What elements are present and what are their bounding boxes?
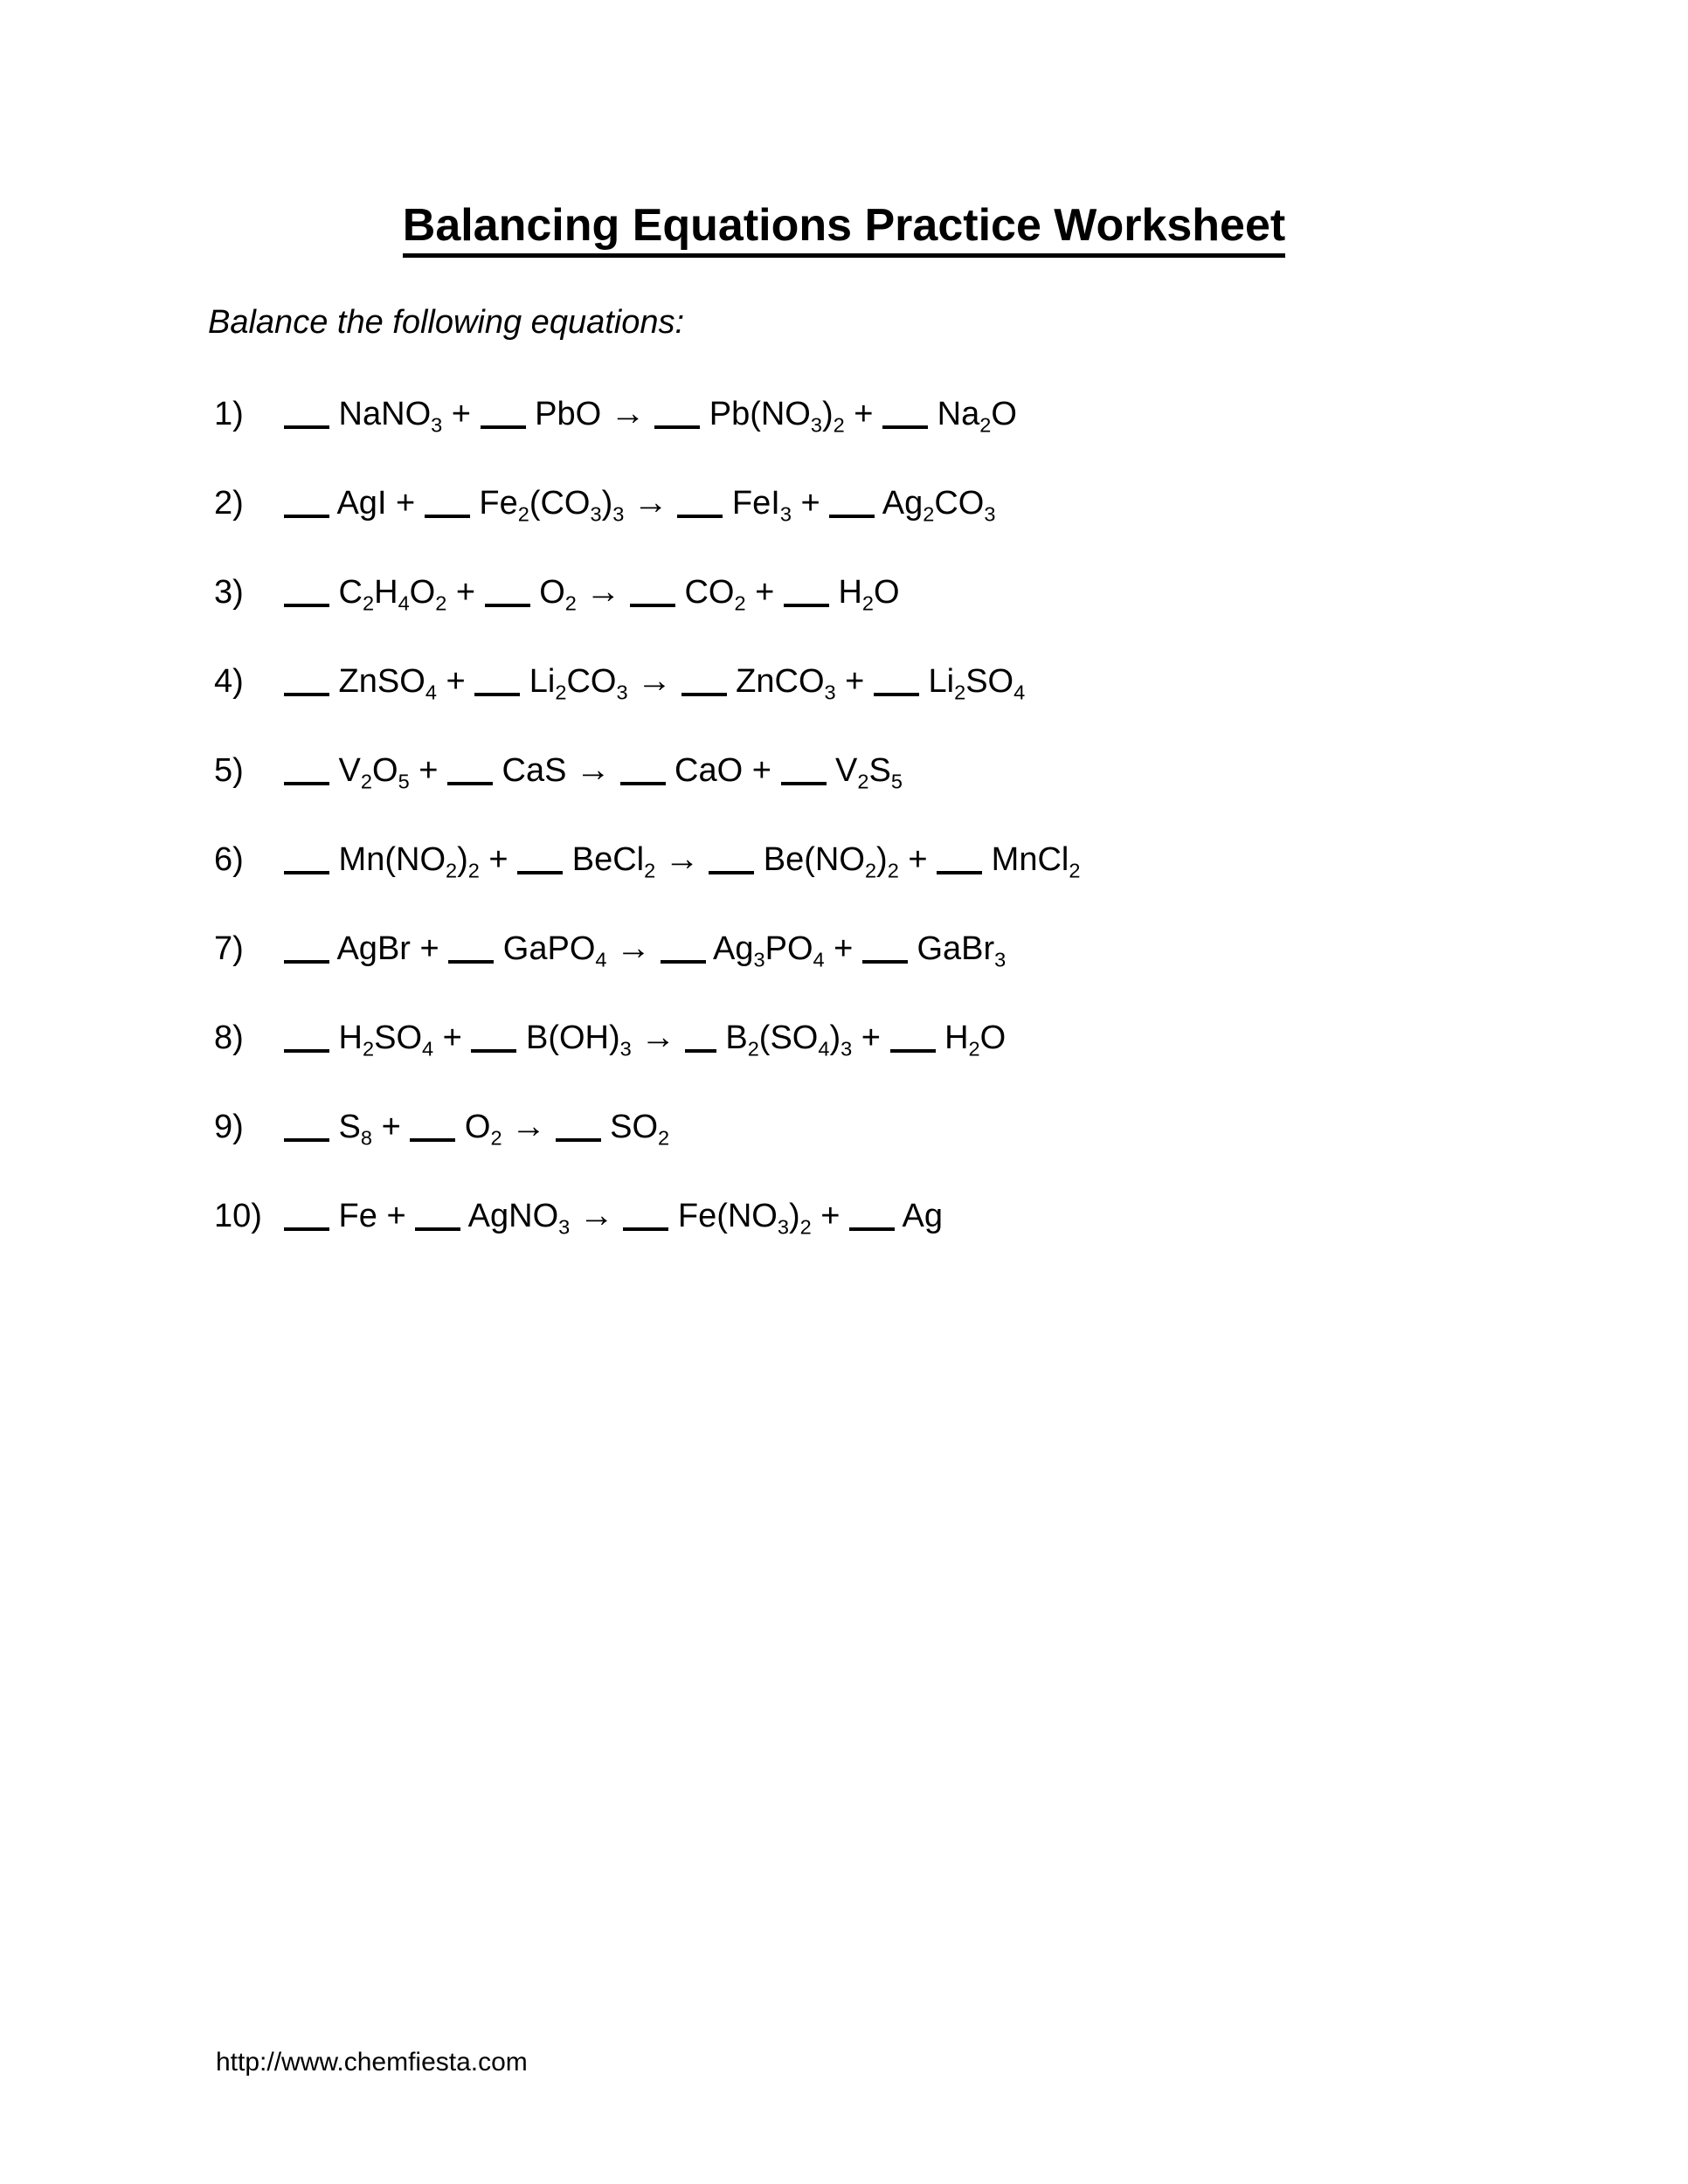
answer-blank: [784, 604, 829, 607]
answer-blank: [661, 960, 706, 964]
arrow-icon: →: [610, 394, 646, 432]
answer-blank: [556, 1138, 601, 1142]
answer-blank: [284, 515, 329, 518]
arrow-icon: →: [576, 750, 611, 789]
equation-text: AgBr + GaPO$_4$ → $Ag_3PO_4$ + GaBr$_3$: [284, 930, 1006, 967]
answer-blank: [284, 1227, 329, 1231]
answer-blank: [882, 425, 928, 429]
answer-blank: [829, 515, 875, 518]
answer-blank: [709, 871, 754, 874]
answer-blank: [448, 960, 494, 964]
answer-blank: [284, 693, 329, 696]
answer-blank: [681, 693, 727, 696]
equation-row: [214, 1196, 1636, 1239]
answer-blank: [862, 960, 908, 964]
page-title-text: Balancing Equations Practice Worksheet: [403, 200, 1285, 258]
equation-text: NaNO$_3$ + PbO → $Pb(NO_3)_2 + Na_2O$: [284, 395, 1017, 432]
equation-row: [214, 483, 1636, 526]
equation-number: 7): [214, 930, 244, 967]
equation-text: $S_8 + O_2 \to SO_2$: [284, 1108, 669, 1145]
equation-row: [214, 572, 1636, 615]
answer-blank: [654, 425, 700, 429]
equation-number: 9): [214, 1109, 244, 1145]
arrow-icon: →: [578, 1196, 614, 1234]
equation-text: ZnSO$_4$ + $Li_2CO_3$ → ZnCO$_3$ + $Li_2SO_4$: [284, 662, 1025, 700]
answer-blank: [517, 871, 563, 874]
equation-number: 10): [214, 1198, 262, 1234]
equation-text: Fe + AgNO$_3$ → $Fe(NO_3)_2 + Ag$: [284, 1197, 943, 1234]
arrow-icon: →: [511, 1107, 547, 1145]
answer-blank: [284, 425, 329, 429]
page-title: [0, 199, 1688, 252]
arrow-icon: →: [633, 483, 668, 522]
instructions-text: Balance the following equations:: [208, 304, 685, 341]
equation-number: 1): [214, 396, 244, 432]
equation-row: [214, 840, 1636, 882]
equation-number: 3): [214, 574, 244, 611]
equation-text: AgI + $Fe_2(CO_3)_3 \to FeI_3 + Ag_2CO_3$: [284, 484, 995, 522]
footer-url-link[interactable]: http://www.chemfiesta.com: [216, 2048, 528, 2077]
equation-list: [214, 395, 1636, 1286]
answer-blank: [937, 871, 982, 874]
answer-blank: [849, 1227, 895, 1231]
equation-row: [214, 661, 1636, 704]
arrow-icon: →: [640, 1018, 676, 1056]
answer-blank: [284, 782, 329, 785]
answer-blank: [474, 693, 520, 696]
answer-blank: [284, 1049, 329, 1053]
answer-blank: [677, 515, 723, 518]
answer-blank: [485, 604, 530, 607]
answer-blank: [284, 604, 329, 607]
answer-blank: [471, 1049, 516, 1053]
equation-number: 2): [214, 485, 244, 522]
equation-row: [214, 750, 1636, 793]
equation-text: $Mn(NO_2)_2$ + BeCl$_2$ → $Be(NO_2)_2$ + MnCl$_2$: [284, 840, 1080, 878]
answer-blank: [425, 515, 470, 518]
arrow-icon: →: [616, 929, 651, 967]
answer-blank: [890, 1049, 936, 1053]
equation-number: 5): [214, 752, 244, 789]
arrow-icon: →: [664, 840, 700, 878]
equation-row: [214, 1018, 1636, 1061]
answer-blank: [284, 960, 329, 964]
answer-blank: [481, 425, 526, 429]
arrow-icon: →: [637, 661, 673, 700]
equation-number: 8): [214, 1019, 244, 1056]
equation-number: 4): [214, 663, 244, 700]
equation-text: $C_2H_4O_2 + O_2 \to CO_2 + H_2O$: [284, 573, 900, 611]
answer-blank: [415, 1227, 460, 1231]
answer-blank: [685, 1049, 716, 1053]
answer-blank: [410, 1138, 455, 1142]
answer-blank: [284, 871, 329, 874]
arrow-icon: →: [585, 572, 621, 611]
answer-blank: [284, 1138, 329, 1142]
equation-text: $H_2SO_4 + B(OH)_3 \to B_2(SO_4)_3 + H_2O$: [284, 1019, 1006, 1056]
answer-blank: [620, 782, 666, 785]
equation-text: $V_2O_5$ + CaS → CaO + $V_2S_5$: [284, 751, 903, 789]
answer-blank: [874, 693, 919, 696]
equation-row: [214, 929, 1636, 971]
answer-blank: [781, 782, 827, 785]
equation-row: [214, 1107, 1636, 1150]
answer-blank: [623, 1227, 668, 1231]
answer-blank: [447, 782, 493, 785]
equation-number: 6): [214, 841, 244, 878]
equation-row: [214, 394, 1636, 437]
answer-blank: [630, 604, 675, 607]
